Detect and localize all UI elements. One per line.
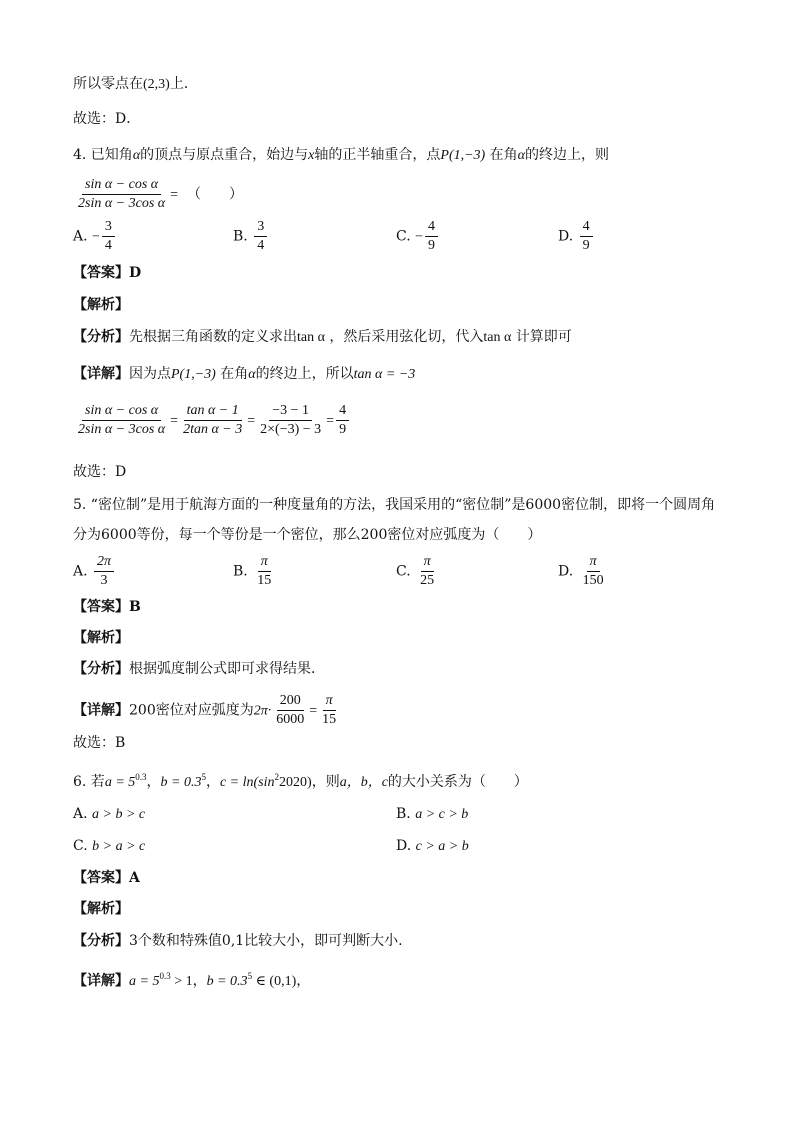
numerator: π <box>323 692 336 711</box>
option-d <box>558 218 595 255</box>
option-label: D. <box>558 563 574 580</box>
analysis-label: 【解析】 <box>73 630 129 646</box>
fraction <box>254 218 267 255</box>
denominator: 2sin α − 3cos α <box>78 196 166 211</box>
fraction <box>75 402 168 439</box>
text: 轴的正半轴重合，点 <box>314 147 441 163</box>
numerator: π <box>421 553 434 572</box>
fraction <box>319 692 339 729</box>
math: c = ln(sin <box>219 775 275 790</box>
numerator: 3 <box>254 218 267 237</box>
option-label: B. <box>233 563 248 580</box>
denominator: 150 <box>582 573 604 588</box>
xiangjie-label: 【详解】 <box>73 702 129 719</box>
denominator: 9 <box>582 238 590 253</box>
text: 上． <box>169 76 198 92</box>
text: 根据弧度制公式即可求得结果． <box>129 661 325 677</box>
option-label: C. <box>396 563 411 580</box>
option-d <box>558 553 609 590</box>
text: ，然后采用弦化切，代入 <box>329 329 484 345</box>
math: 2020) <box>279 775 312 790</box>
text: 的终边上，则 <box>525 147 610 163</box>
option-a <box>73 806 145 823</box>
fraction <box>425 218 438 255</box>
numerator: −3 − 1 <box>269 402 312 421</box>
option-label: B. <box>233 228 248 245</box>
q6-xiangjie <box>73 966 310 992</box>
option-label: D. <box>396 838 412 854</box>
numerator: π <box>587 553 600 572</box>
fraction <box>336 402 349 439</box>
analysis-label: 【解析】 <box>73 901 129 917</box>
exponent: 2 <box>274 772 280 782</box>
denominator: 2tan α − 3 <box>183 422 243 437</box>
q5-xiangjie <box>73 692 341 729</box>
math: a = 5 <box>129 974 160 989</box>
conclusion-line <box>73 74 198 95</box>
denominator: 9 <box>428 238 436 253</box>
option-b <box>396 806 468 823</box>
denominator: 4 <box>104 238 112 253</box>
alpha-symbol: α <box>132 148 141 163</box>
text: 200密位对应弧度为 <box>129 702 254 719</box>
q5-stem-line1: 5. “密位制”是用于航海方面的一种度量角的方法，我国采用的“密位制”是6000密位制，即将一个圆周角 <box>73 497 716 513</box>
numerator: π <box>258 553 271 572</box>
text: 的顶点与原点重合，始边与 <box>140 147 309 163</box>
q4-xiangjie <box>73 364 415 385</box>
text: 因为点 <box>129 366 171 382</box>
fenxi-label: 【分析】 <box>73 661 129 677</box>
math: ∈ (0,1) <box>252 974 297 989</box>
answer-label: 【答案】A <box>73 870 140 886</box>
option-text: b > a > c <box>92 839 146 854</box>
math: a = 5 <box>104 775 136 790</box>
answer-label: 【答案】B <box>73 599 141 615</box>
q6-stem: 6. 若$a = 5^{0.3}$，$b = 0.3^5$，$c = \ln(\sin^22020)$，则a，b，c的大小关系为（ ） <box>73 772 528 790</box>
text: 6. 若 <box>73 774 105 790</box>
text: 4. 已知角 <box>73 147 133 163</box>
numerator: sin α − cos α <box>82 402 161 421</box>
text: 先根据三角函数的定义求出 <box>129 329 297 345</box>
text: 所以零点在 <box>73 76 143 92</box>
option-b <box>233 218 269 255</box>
xiangjie-label: 【详解】 <box>73 973 129 989</box>
exponent: 0.3 <box>159 971 171 981</box>
numerator: 4 <box>425 218 438 237</box>
fraction <box>580 218 593 255</box>
fraction <box>254 553 274 590</box>
q4-stem <box>73 145 609 166</box>
math: tan α = −3 <box>353 367 416 382</box>
fraction <box>580 553 607 590</box>
math: tan α <box>297 330 325 345</box>
text: 在角 <box>220 366 249 382</box>
option-label: C. <box>396 228 411 245</box>
fenxi-label: 【分析】 <box>73 329 129 345</box>
sign: − <box>92 229 100 245</box>
exponent: 5 <box>201 772 206 782</box>
numerator: 4 <box>580 218 593 237</box>
text: ，则 <box>311 774 340 790</box>
denominator: 15 <box>322 712 337 727</box>
exponent: 0.3 <box>135 772 147 782</box>
equals: = <box>247 413 256 429</box>
equals: = <box>309 703 318 719</box>
q6-fenxi <box>73 931 403 951</box>
point-p: P(1,−3) <box>440 148 486 163</box>
option-text: a > b > c <box>92 807 146 822</box>
text: 的大小关系为（ ） <box>387 774 528 790</box>
fraction <box>94 553 114 590</box>
answer-label: 【答案】D <box>73 265 142 281</box>
math: b = 0.3 <box>206 974 248 989</box>
fraction <box>75 176 168 213</box>
fraction <box>257 402 324 439</box>
option-a <box>73 553 116 590</box>
math: 2π· <box>253 703 272 719</box>
analysis-label: 【解析】 <box>73 297 129 313</box>
x-symbol: x <box>308 148 315 163</box>
option-d <box>396 838 469 855</box>
option-c <box>396 553 439 590</box>
text: ， <box>192 973 207 989</box>
equals: = <box>170 187 179 203</box>
numerator: 2π <box>94 553 114 572</box>
option-text: a > c > b <box>415 807 469 822</box>
option-label: D. <box>558 228 574 245</box>
fenxi-label: 【分析】 <box>73 933 129 949</box>
option-label: A. <box>73 806 88 822</box>
option-label: A. <box>73 563 88 580</box>
math: b = 0.3 <box>160 775 202 790</box>
xiangjie-label: 【详解】 <box>73 366 129 382</box>
denominator: 25 <box>420 573 435 588</box>
fraction <box>273 692 307 729</box>
math: a，b，c <box>339 775 388 790</box>
option-label: A. <box>73 228 88 245</box>
option-a <box>73 218 117 255</box>
point-p: P(1,−3) <box>171 367 216 382</box>
fraction <box>102 218 115 255</box>
q4-fenxi <box>73 327 572 348</box>
denominator: 6000 <box>276 712 305 727</box>
option-label: B. <box>396 806 411 822</box>
numerator: 3 <box>102 218 115 237</box>
fraction <box>180 402 245 439</box>
fraction <box>417 553 437 590</box>
exponent: 5 <box>247 971 253 981</box>
q5-stem-line2: 分为6000等份，每一个等份是一个密位，那么200密位对应弧度为（ ） <box>73 527 542 543</box>
numerator: 4 <box>336 402 349 421</box>
denominator: 2×(−3) − 3 <box>260 422 322 437</box>
text: 计算即可 <box>515 329 572 345</box>
text: 3个数和特殊值0,1比较大小，即可判断大小. <box>129 933 403 949</box>
math: tan α <box>483 330 512 345</box>
q5-choose: 故选：B <box>73 735 126 751</box>
q4-calculation <box>73 402 351 439</box>
denominator: 2sin α − 3cos α <box>78 422 166 437</box>
q4-expression <box>73 176 243 213</box>
choose-line: 故选：D． <box>73 111 141 127</box>
alpha-symbol: α <box>517 148 526 163</box>
denominator: 3 <box>100 573 108 588</box>
numerator: sin α − cos α <box>82 176 161 195</box>
numerator: tan α − 1 <box>184 402 242 421</box>
denominator: 15 <box>257 573 272 588</box>
equals: = <box>170 413 179 429</box>
sign: − <box>415 229 424 245</box>
q4-choose: 故选：D <box>73 464 127 480</box>
option-c <box>73 838 145 855</box>
blank: （ ） <box>186 186 243 203</box>
option-text: c > a > b <box>415 839 469 854</box>
denominator: 9 <box>339 422 347 437</box>
interval: (2,3) <box>143 77 170 92</box>
option-b <box>233 553 276 590</box>
numerator: 200 <box>277 692 304 711</box>
equals: = <box>326 413 335 429</box>
text: 的终边上，所以 <box>255 366 354 382</box>
option-label: C. <box>73 838 88 854</box>
text: ， <box>296 973 311 989</box>
text: 在角 <box>489 147 518 163</box>
alpha-symbol: α <box>248 367 256 382</box>
option-c <box>396 218 440 255</box>
denominator: 4 <box>257 238 265 253</box>
math: > 1 <box>170 974 193 989</box>
q5-fenxi <box>73 659 325 679</box>
